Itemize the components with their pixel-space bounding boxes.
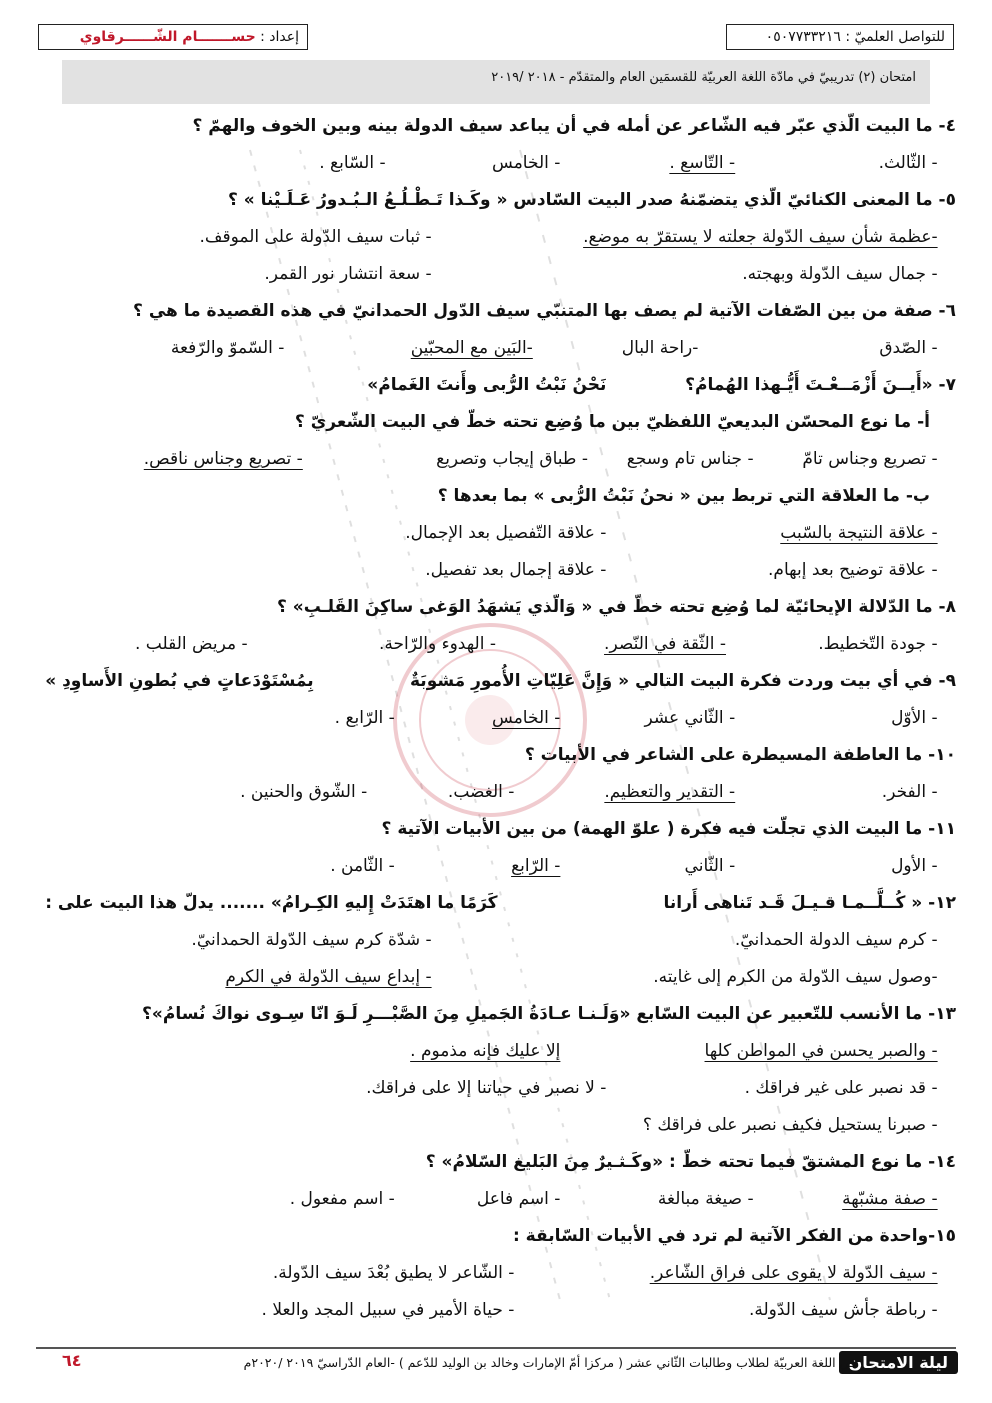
- option-answer[interactable]: - تصريع وجناس ناقص.: [143, 449, 303, 469]
- option[interactable]: - قد نصبر على غير فراقك .: [744, 1078, 938, 1098]
- option-answer[interactable]: -عظمة شأن سيف الدّولة جعلته لا يستقرّ به موضع.: [583, 227, 938, 247]
- question-7b: ب- ما العلاقة التي تربط بين « نحنُ نَبْتُ الرُّبى » بما بعدها ؟: [437, 486, 930, 506]
- option[interactable]: - الأوّل: [891, 708, 938, 728]
- option[interactable]: - جناس تام وسجع: [626, 449, 754, 469]
- options-q6: [36, 330, 956, 367]
- option[interactable]: - حياة الأمير في سبيل المجد والعلا .: [261, 1300, 515, 1320]
- question-8: ٨- ما الدّلالة الإيحائيّة لما وُضِع تحته خطّ في « وَالّذي يَشهَدُ الوَغى ساكِنَ القَلـبِ» ؟: [277, 597, 956, 617]
- options-q5-a: [36, 219, 956, 256]
- option[interactable]: - السّابع .: [319, 153, 386, 173]
- option-answer[interactable]: - علاقة النتيجة بالسّبب: [780, 523, 938, 543]
- option[interactable]: - صيغة مبالغة: [657, 1189, 754, 1209]
- verse-part-2: كَرَمًا ما اهتَدَتْ إِليهِ الكِـرامُ» ....... يدلّ هذا البيت على :: [45, 893, 498, 913]
- option[interactable]: - لا نصبر في حياتنا إلا على فراقك.: [366, 1078, 607, 1098]
- option-answer[interactable]: - سيف الدّولة لا يقوى على فراق الشّاعر.: [649, 1263, 938, 1283]
- option[interactable]: - الفخر.: [881, 782, 938, 802]
- option[interactable]: - علاقة التّفصيل بعد الإجمال.: [405, 523, 607, 543]
- option[interactable]: - اسم مفعول .: [289, 1189, 395, 1209]
- option-answer[interactable]: -البَين مع المحبّين: [410, 338, 533, 358]
- exam-banner: [62, 60, 930, 104]
- verse-part-2: بِمُسْتَوْدَعاتٍ في بُطونِ الأَساوِدِ »: [45, 671, 314, 691]
- options-q13-b: [36, 1070, 956, 1107]
- option[interactable]: - جمال سيف الدّولة وبهجته.: [742, 264, 938, 284]
- options-q13-a: [36, 1033, 956, 1070]
- options-q5-b: [36, 256, 956, 293]
- option[interactable]: -وصول سيف الدّولة من الكرم إلى غايته.: [653, 967, 938, 987]
- author-label: إعداد :: [260, 29, 299, 45]
- page-footer: [36, 1347, 956, 1375]
- question-7a: أ- ما نوع المحسّن البديعيّ اللفظيّ بين ما وُضِع تحته خطّ في البيت الشّعريّ ؟: [294, 412, 930, 432]
- brand-logo: ليلة الامتحان: [839, 1351, 958, 1374]
- question-15: ١٥-واحدة من الفكر الآتية لم ترد في الأبيات السّابقة :: [512, 1226, 956, 1246]
- option[interactable]: - طباق إيجاب وتصريع: [436, 449, 588, 469]
- options-q12-b: [36, 959, 956, 996]
- option[interactable]: - الثّامن .: [330, 856, 395, 876]
- option[interactable]: - الصّدق: [879, 338, 938, 358]
- questions-content: [36, 108, 956, 1329]
- option[interactable]: - الهدوء والرّاحة.: [378, 634, 496, 654]
- option-answer[interactable]: - والصبر يحسن في المواطن كلها: [704, 1041, 938, 1061]
- question-13: ١٣- ما الأنسب للتّعبير عن البيت السّابع «وَلَـنـا عـادَةُ الجَميلِ مِنَ الصَّبْـــرِ لَـوَ انّا سِـوى نواكَ نُسامُ»؟: [142, 1004, 956, 1024]
- options-q10: [36, 774, 956, 811]
- option[interactable]: - صبرنا يستحيل فكيف نصبر على فراقك ؟: [642, 1115, 938, 1135]
- exam-title: امتحان (٢) تدريبيّ في مادّة اللغة العربيّة للقسمَين العام والمتقدّم - ٢٠١٨ /٢٠١٩: [491, 70, 916, 85]
- option[interactable]: - مريض القلب .: [134, 634, 248, 654]
- option[interactable]: - ثبات سيف الدّولة على الموقف.: [199, 227, 432, 247]
- verse-part-1: ٩- في أي بيت وردت فكرة البيت التالي « وَإِنَّ عَلِيّاتِ الأُمورِ مَشوبَةٌ: [410, 671, 956, 691]
- option-answer[interactable]: - صفة مشبّهة: [842, 1189, 938, 1209]
- footer-note: في اللغة العربيّة لطلاب وطالبات الثّاني عشر ( مركزا أمّ الإمارات وخالد بن الوليد للدّعم ) -العام الدّراسيّ ٢٠١٩ /٢٠٢٠م: [243, 1355, 856, 1370]
- option[interactable]: - السّموّ والرّفعة: [170, 338, 285, 358]
- page-number: ٦٤: [62, 1351, 82, 1370]
- option[interactable]: - الشّوق والحنين .: [240, 782, 368, 802]
- question-11: ١١- ما البيت الذي تجلّت فيه فكرة ( علوّ الهمة) من بين الأبيات الآتية ؟: [381, 819, 956, 839]
- question-7: [36, 367, 956, 404]
- verse-part-1: ٧- «أَيــنَ أَزْمَــعْـتَ أَيُّـهذا الهُمامُ؟: [685, 375, 956, 395]
- option[interactable]: - شدّة كرم سيف الدّولة الحمدانيّ.: [191, 930, 432, 950]
- options-q11: [36, 848, 956, 885]
- options-q4: [36, 145, 956, 182]
- option-answer-continued[interactable]: إلا عليك فإنه مذموم .: [410, 1041, 561, 1061]
- option[interactable]: - الشّاعر لا يطيق بُعْدَ سيف الدّولة.: [272, 1263, 515, 1283]
- question-9: [36, 663, 956, 700]
- option[interactable]: - رباطة جأش سيف الدّولة.: [748, 1300, 938, 1320]
- options-q9: [36, 700, 956, 737]
- option[interactable]: - الثّاني عشر: [644, 708, 736, 728]
- question-5: ٥- ما المعنى الكنائيّ الّذي يتضمّنهُ صدر البيت السّادس « وكَـذا تَـطْـلُـعُ الـبُـدورُ عَـلَـيْنا » ؟: [227, 190, 956, 210]
- option[interactable]: - كرم سيف الدولة الحمدانيّ.: [734, 930, 938, 950]
- option-answer[interactable]: - الثّقة في النّصر.: [604, 634, 726, 654]
- option[interactable]: - الثّاني: [684, 856, 736, 876]
- question-4: ٤- ما البيت الّذي عبّر فيه الشّاعر عن أمله في أن يباعد سيف الدولة بينه وبين الخوف والهمّ ؟: [192, 116, 956, 136]
- option[interactable]: - الخامس: [492, 153, 561, 173]
- options-q13-c: [36, 1107, 956, 1144]
- option[interactable]: - الرّابع .: [334, 708, 395, 728]
- option-answer[interactable]: - الرّابع: [511, 856, 561, 876]
- option[interactable]: -راحة البال: [621, 338, 699, 358]
- option[interactable]: - علاقة إجمال بعد تفصيل.: [425, 560, 607, 580]
- option[interactable]: - الثّالث.: [878, 153, 938, 173]
- options-q15-b: [36, 1292, 956, 1329]
- option[interactable]: - سعة انتشار نور القمر.: [264, 264, 432, 284]
- question-6: ٦- صفة من بين الصّفات الآتية لم يصف بها المتنبّي سيف الدّول الحمدانيّ في هذه القصيدة ما هي ؟: [133, 301, 956, 321]
- options-q12-a: [36, 922, 956, 959]
- options-q8: [36, 626, 956, 663]
- options-q7a: [36, 441, 956, 478]
- option-answer[interactable]: - الخامس: [492, 708, 561, 728]
- verse-part-1: ١٢- « كُــلَّــمـا قـيـلَ قَـد تَناهى أَرانا: [663, 893, 956, 913]
- contact-box: للتواصل العلميّ : ٠٥٠٧٧٣٣٢١٦: [726, 24, 954, 50]
- option-answer[interactable]: - التّاسع .: [669, 153, 736, 173]
- option[interactable]: - جودة التّخطيط.: [818, 634, 938, 654]
- verse-part-2: نَحْنُ نَبْتُ الرُّبى وأَنتَ الغَمامُ»: [367, 375, 607, 395]
- option-answer[interactable]: - التقدير والتعظيم.: [604, 782, 736, 802]
- options-q14: [36, 1181, 956, 1218]
- option[interactable]: - علاقة توضيح بعد إبهام.: [768, 560, 938, 580]
- top-bar: [38, 24, 954, 50]
- options-q7b-b: [36, 552, 956, 589]
- option[interactable]: - اسم فاعل: [476, 1189, 561, 1209]
- question-14: ١٤- ما نوع المشتقّ فيما تحته خطّ : «وكَـثـيرٌ مِنَ البَليغ السّلامُ» ؟: [425, 1152, 956, 1172]
- options-q7b-a: [36, 515, 956, 552]
- options-q15-a: [36, 1255, 956, 1292]
- option-answer[interactable]: - إبداع سيف الدّولة في الكرم: [225, 967, 432, 987]
- option[interactable]: - الأول: [891, 856, 938, 876]
- author-box: [38, 24, 308, 50]
- option[interactable]: - تصريع وجناس تامّ: [802, 449, 938, 469]
- author-name: حســـــــام الشّــــــرقاوي: [79, 29, 256, 45]
- option[interactable]: - الغضب.: [447, 782, 515, 802]
- question-12: [36, 885, 956, 922]
- question-10: ١٠- ما العاطفة المسيطرة على الشاعر في الأبيات ؟: [524, 745, 956, 765]
